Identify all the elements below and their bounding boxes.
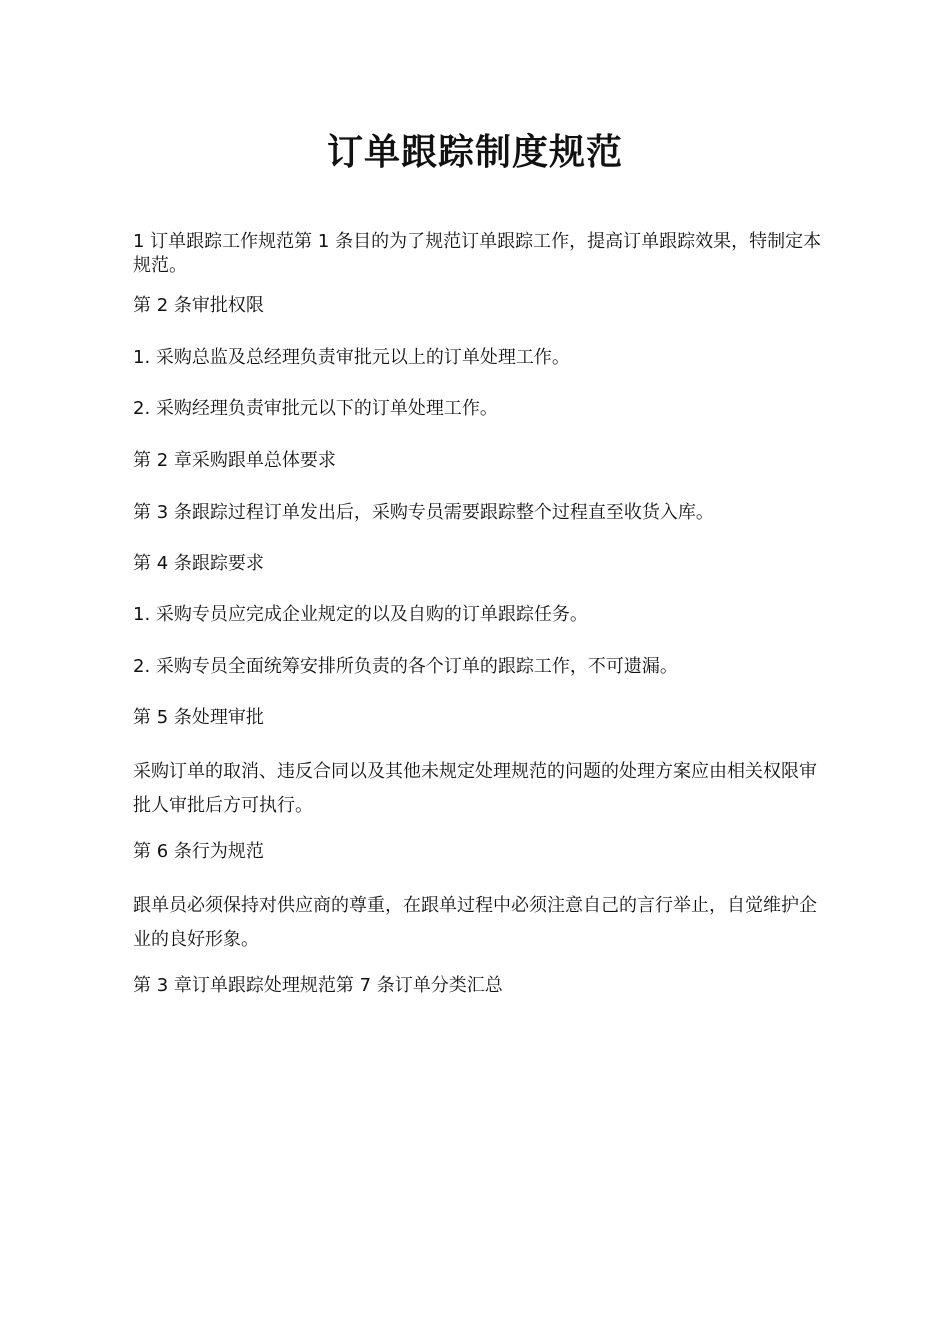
- paragraph-article-6-body: 跟单员必须保持对供应商的尊重，在跟单过程中必须注意自己的言行举止，自觉维护企业的良好形象。: [133, 895, 817, 950]
- paragraph-article-4-heading: 第 4 条跟踪要求: [133, 553, 264, 574]
- paragraph-article-5-body: 采购订单的取消、违反合同以及其他未规定处理规范的问题的处理方案应由相关权限审批人审批后方可执行。: [133, 761, 817, 816]
- paragraph-article-2-heading: 第 2 条审批权限: [133, 295, 264, 316]
- paragraph-chapter-3-heading: 第 3 章订单跟踪处理规范第 7 条订单分类汇总: [133, 975, 503, 996]
- paragraph-intro: 1 订单跟踪工作规范第 1 条目的为了规范订单跟踪工作，提高订单跟踪效果，特制定本规范。: [133, 231, 822, 276]
- paragraph-article-6-heading: 第 6 条行为规范: [133, 841, 264, 862]
- paragraph-article-4-item-1: 1. 采购专员应完成企业规定的以及自购的订单跟踪任务。: [133, 604, 588, 625]
- document-title: 订单跟踪制度规范: [326, 132, 623, 173]
- paragraph-article-3: 第 3 条跟踪过程订单发出后，采购专员需要跟踪整个过程直至收货入库。: [133, 502, 714, 523]
- paragraph-article-2-item-1: 1. 采购总监及总经理负责审批元以上的订单处理工作。: [133, 347, 570, 368]
- paragraph-chapter-2-heading: 第 2 章采购跟单总体要求: [133, 450, 336, 471]
- paragraph-article-5-heading: 第 5 条处理审批: [133, 707, 264, 728]
- paragraph-article-4-item-2: 2. 采购专员全面统筹安排所负责的各个订单的跟踪工作，不可遗漏。: [133, 656, 678, 677]
- paragraph-article-2-item-2: 2. 采购经理负责审批元以下的订单处理工作。: [133, 398, 498, 419]
